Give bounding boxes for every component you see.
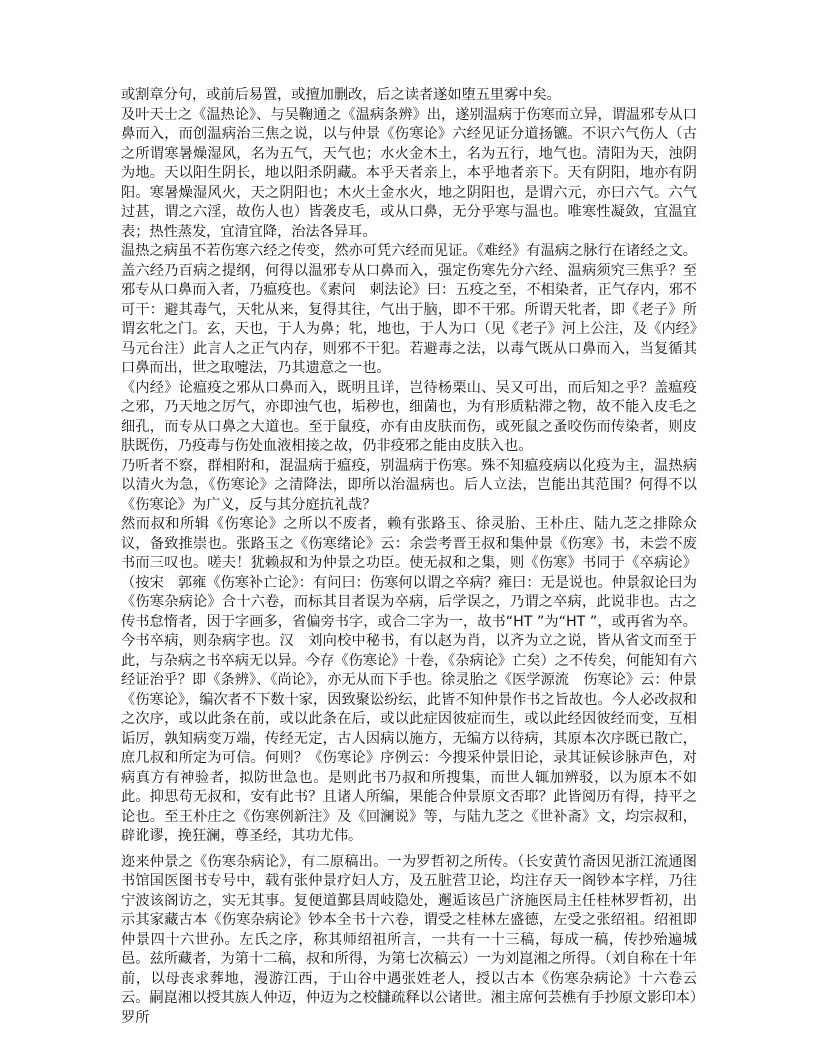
paragraph: 然而叔和所辑《伤寒论》之所以不废者，赖有张路玉、徐灵胎、王朴庄、陆九芝之排除众议，备致推崇也。张路玉之《伤寒绪论》云：余尝考晋王叔和集仲景《伤寒》书，未尝不废书而三叹也。嗟夫！犹赖叔和为仲景之功臣。使无叔和之集，则《伤寒》书同于《卒病论》（按宋 郭雍《伤寒补亡论》：有问曰：伤寒何以谓之卒病？雍曰：无是说也。仲景叙论曰为《伤寒杂病论》合十六卷，而标其目者误为卒病，后学误之，乃谓之卒病，此说非也。古之传书怠惰者，因于字画多，省偏旁书字，或合二字为一，故书“HT ”为“HT ”，或再省为卒。今书卒病，则杂病字也。汉 刘向校中秘书，有以赵为肖，以齐为立之说，皆从省文而至于此，与杂病之书卒病无以异。今存《伤寒论》十卷，《杂病论》亡矣）之不传矣，何能知有六经证治乎？即《条辨》、《尚论》，亦无从而下手也。徐灵胎之《医学源流 伤寒论》云：仲景《伤寒论》，编次者不下数十家，因致聚讼纷纭，此皆不知仲景作书之旨故也。今人必改叔和之次序，或以此条在前，或以此条在后，或以此症因彼症而生，或以此经因彼经而变，互相诟厉，孰知病变万端，传经无定，古人因病以施方，无编方以待病，其原本次序既已散亡，庶几叔和所定为可信。何则？《伤寒论》序例云：今搜采仲景旧论，录其证候诊脉声色，对病真方有神验者，拟防世急也。是则此书乃叔和所搜集，而世人辄加辨驳，以为原本不如此。抑思苟无叔和，安有此书？且诸人所编，果能合仲景原文否耶？此皆阅历有得，持平之论也。至王朴庄之《伤寒例新注》及《回澜说》等，与陆九芝之《世补斋》文，均宗叔和，辟讹谬，挽狂澜，尊圣经，其功尤伟。 xyxy=(121,516,697,844)
paragraph: 《内经》论瘟疫之邪从口鼻而入，既明且详，岂待杨栗山、吴又可出，而后知之乎？盖瘟疫之邪，乃天地之厉气，亦即浊气也，垢秽也，细菌也，为有形质粘滞之物，故不能入皮毛之细孔，而专从口鼻之大道也。至于鼠疫，亦有由皮肤而伤，或死鼠之蚤咬伤而传染者，则皮肤既伤，乃疫毒与伤处血液相接之故，仍非疫邪之能由皮肤入也。 xyxy=(121,379,697,454)
paragraph: 乃听者不察，群相附和，混温病于瘟疫，别温病于伤寒。殊不知瘟疫病以化疫为主，温热病以清火为急，《伤寒论》之清降法，即所以治温病也。后人立法，岂能出其范围？何得不以《伤寒论》为广义，反与其分庭抗礼哉？ xyxy=(121,457,697,513)
document-text-block xyxy=(121,86,697,1028)
paragraph: 或割章分句，或前后易置，或擅加删改，后之读者遂如堕五里雾中矣。 xyxy=(121,87,561,103)
paragraph: 温热之病虽不若伤寒六经之传变，然亦可凭六经而见证。《难经》有温病之脉行在诸经之文。盖六经乃百病之提纲，何得以温邪专从口鼻而入，强定伤寒先分六经、温病须究三焦乎？至邪专从口鼻而入者，乃瘟疫也。《素问 刺法论》曰：五疫之至，不相染者，正气存内，邪不可干：避其毒气，天牝从来，复得其往，气出于脑，即不干邪。所谓天牝者，即《老子》所谓玄牝之门。玄，天也，于人为鼻；牝，地也，于人为口（见《老子》河上公注，及《内经》马元台注）此言人之正气内存，则邪不干犯。若避毒之法，以毒气既从口鼻而入，当复循其口鼻而出，世之取嚏法，乃其遗意之一也。 xyxy=(121,243,697,376)
paragraph: 迩来仲景之《伤寒杂病论》，有二原稿出。一为罗哲初之所传。（长安黄竹斋因见浙江流通图书馆国医图书专号中，载有张仲景疗妇人方，及五脏营卫论，均注存天一阁钞本字样，乃往宁波该阁访之，实无其事。复便道鄞县周岐隐处，邂逅该邑广济施医局主任桂林罗哲初，出示其家藏古本《伤寒杂病论》钞本全书十六卷，谓受之桂林左盛德，左受之张绍祖。绍祖即仲景四十六世孙。左氏之序，称其师绍祖所言，一共有一十三稿，每成一稿，传抄殆遍城邑。兹所藏者，为第十二稿，叔和所得，为第七次稿云）一为刘崑湘之所得。（刘自称在十年前，以母丧求葬地，漫游江西，于山谷中遇张姓老人，授以古本《伤寒杂病论》十六卷云云。嗣崑湘以授其族人仲迈，仲迈为之校讎疏释以公诸世。湘主席何芸樵有手抄原文影印本）罗所 xyxy=(121,853,697,1026)
paragraph: 及叶天士之《温热论》、与吴鞠通之《温病条辨》出，遂别温病于伤寒而立异，谓温邪专从口鼻而入，而创温病治三焦之说，以与仲景《伤寒论》六经见证分道扬镳。不识六气伤人（古之所谓寒暑燥湿风，名为五气，天气也；水火金木土，名为五行，地气也。清阳为天，浊阴为地。天以阳生阴长，地以阳杀阴藏。本乎天者亲上，本乎地者亲下。天有阴阳，地亦有阴阳。寒暑燥湿风火，天之阴阳也；木火土金水火，地之阴阳也，是谓六元，亦曰六气。六气过甚，谓之六淫，故伤人也）皆袭皮毛，或从口鼻，无分乎寒与温也。唯寒性凝敛，宜温宜表；热性蒸发，宜清宜降，治法各异耳。 xyxy=(121,106,697,240)
